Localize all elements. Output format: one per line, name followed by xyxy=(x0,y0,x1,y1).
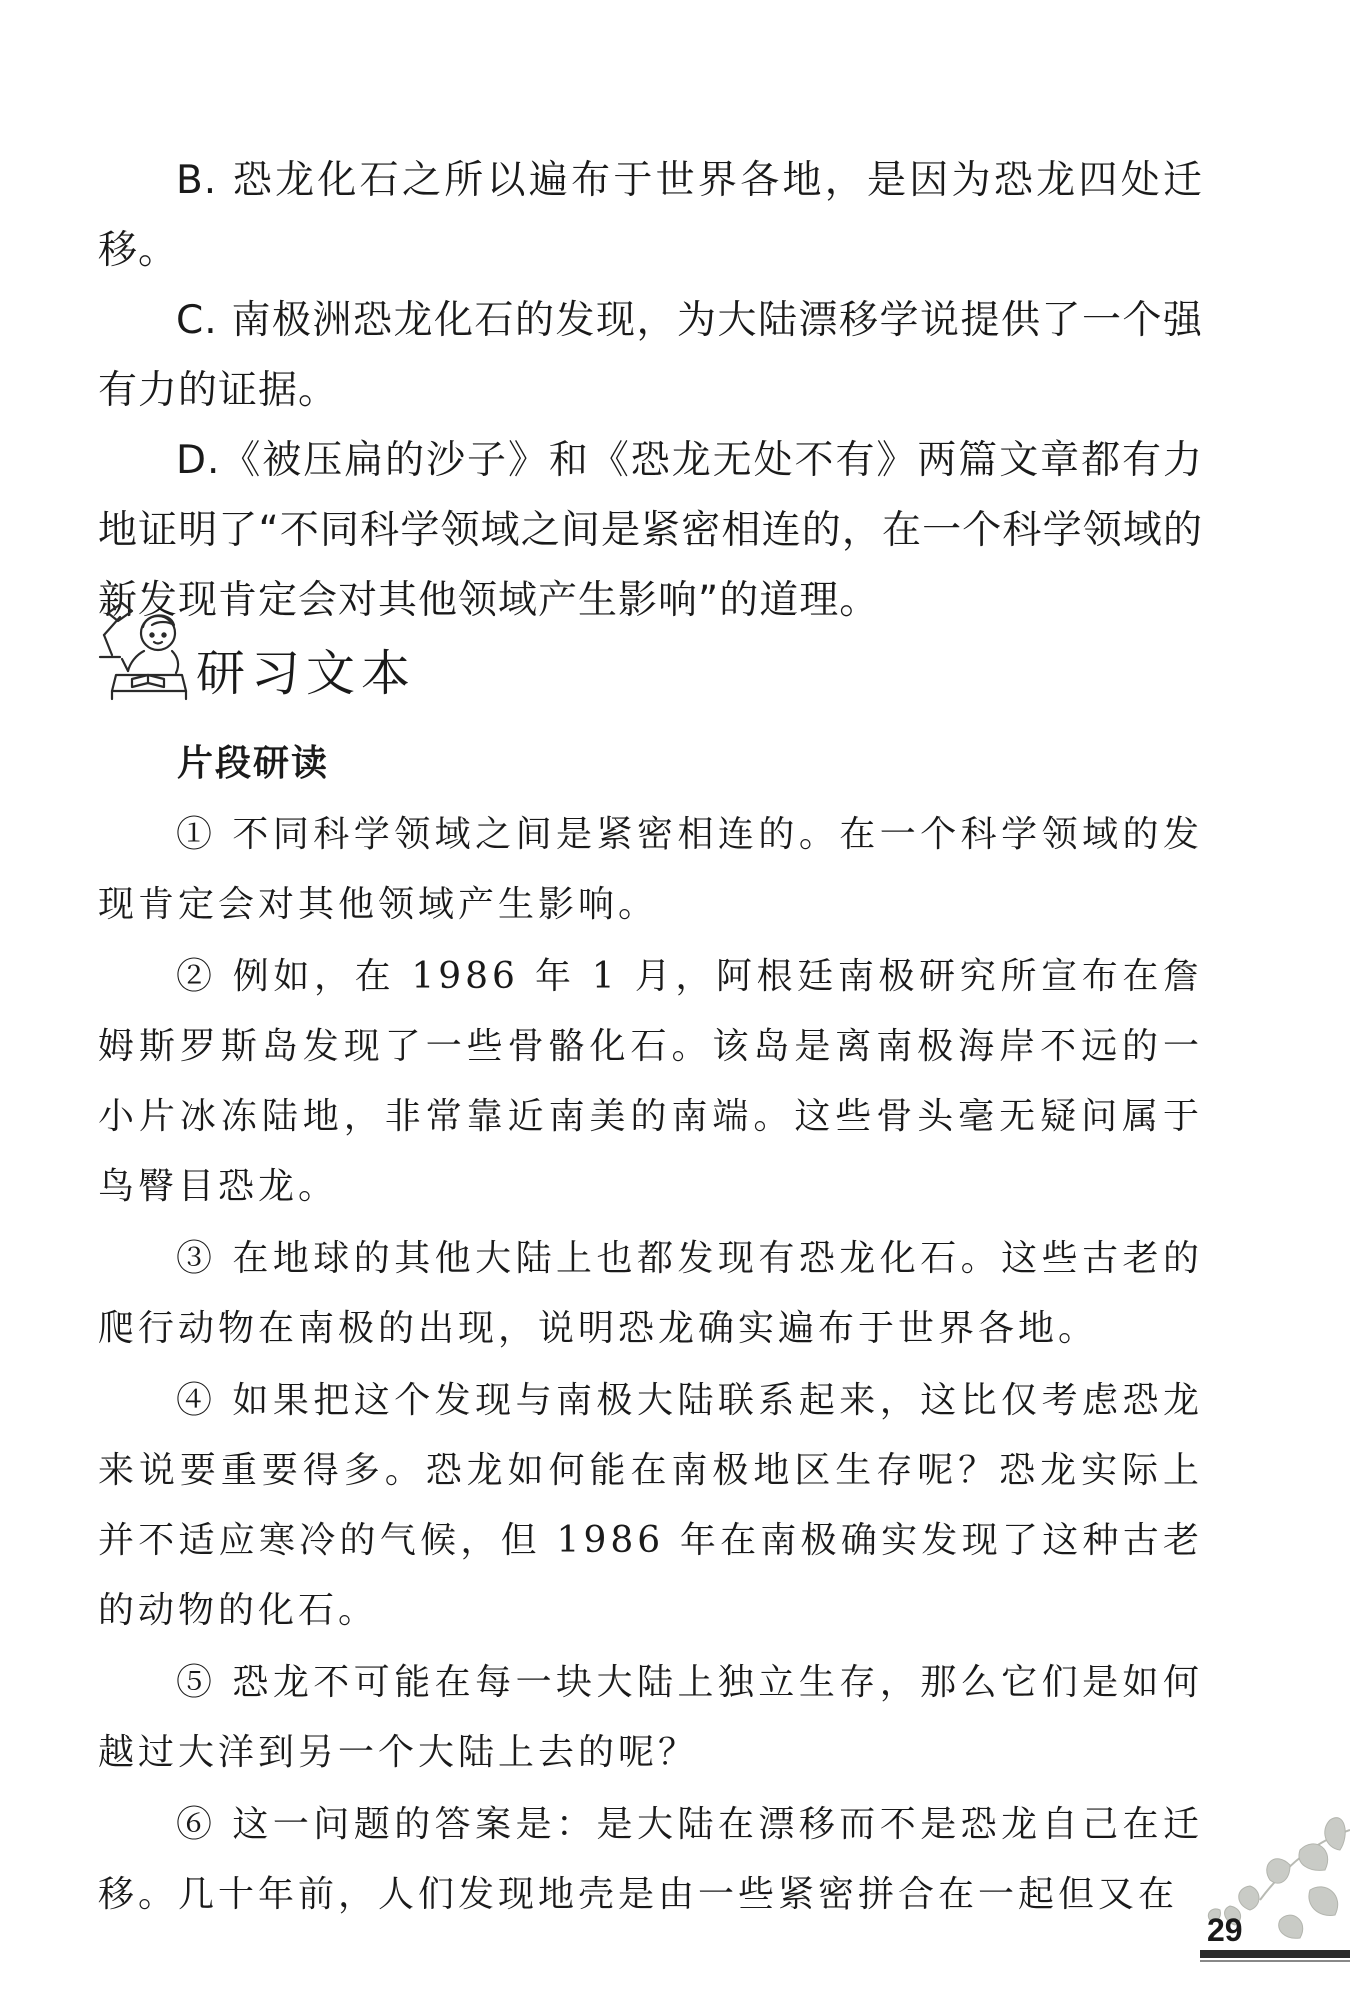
passage-paragraph-3: ③ 在地球的其他大陆上也都发现有恐龙化石。这些古老的爬行动物在南极的出现，说明恐龙确实遍布于世界各地。 xyxy=(98,1238,1203,1349)
reading-passage xyxy=(98,800,1203,1932)
section-title: 研习文本 xyxy=(196,645,417,702)
page-number: 29 xyxy=(1207,1912,1243,1948)
option-c: C. 南极洲恐龙化石的发现，为大陆漂移学说提供了一个强有力的证据。 xyxy=(98,298,1203,413)
page-number-rule-thin xyxy=(1200,1960,1350,1962)
section-heading xyxy=(92,595,692,715)
answer-options xyxy=(98,146,1203,636)
passage-paragraph-5: ⑤ 恐龙不可能在每一块大陆上独立生存，那么它们是如何越过大洋到另一个大陆上去的呢？ xyxy=(98,1662,1203,1773)
passage-paragraph-2: ② 例如，在 1986 年 1 月，阿根廷南极研究所宣布在詹姆斯罗斯岛发现了一些骨骼化石。该岛是离南极海岸不远的一小片冰冻陆地，非常靠近南美的南端。这些骨头毫无疑问属于鸟臀目恐龙。 xyxy=(98,956,1203,1207)
student-reading-icon xyxy=(92,595,202,705)
leaf-branch-icon xyxy=(1150,1810,1350,1970)
passage-paragraph-1: ① 不同科学领域之间是紧密相连的。在一个科学领域的发现肯定会对其他领域产生影响。 xyxy=(98,814,1203,925)
option-b: B. 恐龙化石之所以遍布于世界各地，是因为恐龙四处迁移。 xyxy=(98,158,1203,273)
passage-paragraph-4: ④ 如果把这个发现与南极大陆联系起来，这比仅考虑恐龙来说要重要得多。恐龙如何能在南极地区生存呢？恐龙实际上并不适应寒冷的气候，但 1986 年在南极确实发现了这种古老的动物的化石。 xyxy=(98,1380,1203,1631)
passage-subheading: 片段研读 xyxy=(177,743,330,784)
page-number-rule xyxy=(1200,1950,1350,1958)
option-d: D.《被压扁的沙子》和《恐龙无处不有》两篇文章都有力地证明了“不同科学领域之间是紧密相连的，在一个科学领域的新发现肯定会对其他领域产生影响”的道理。 xyxy=(98,438,1203,623)
passage-paragraph-6: ⑥ 这一问题的答案是：是大陆在漂移而不是恐龙自己在迁移。几十年前，人们发现地壳是由一些紧密拼合在一起但又在 xyxy=(98,1804,1203,1915)
